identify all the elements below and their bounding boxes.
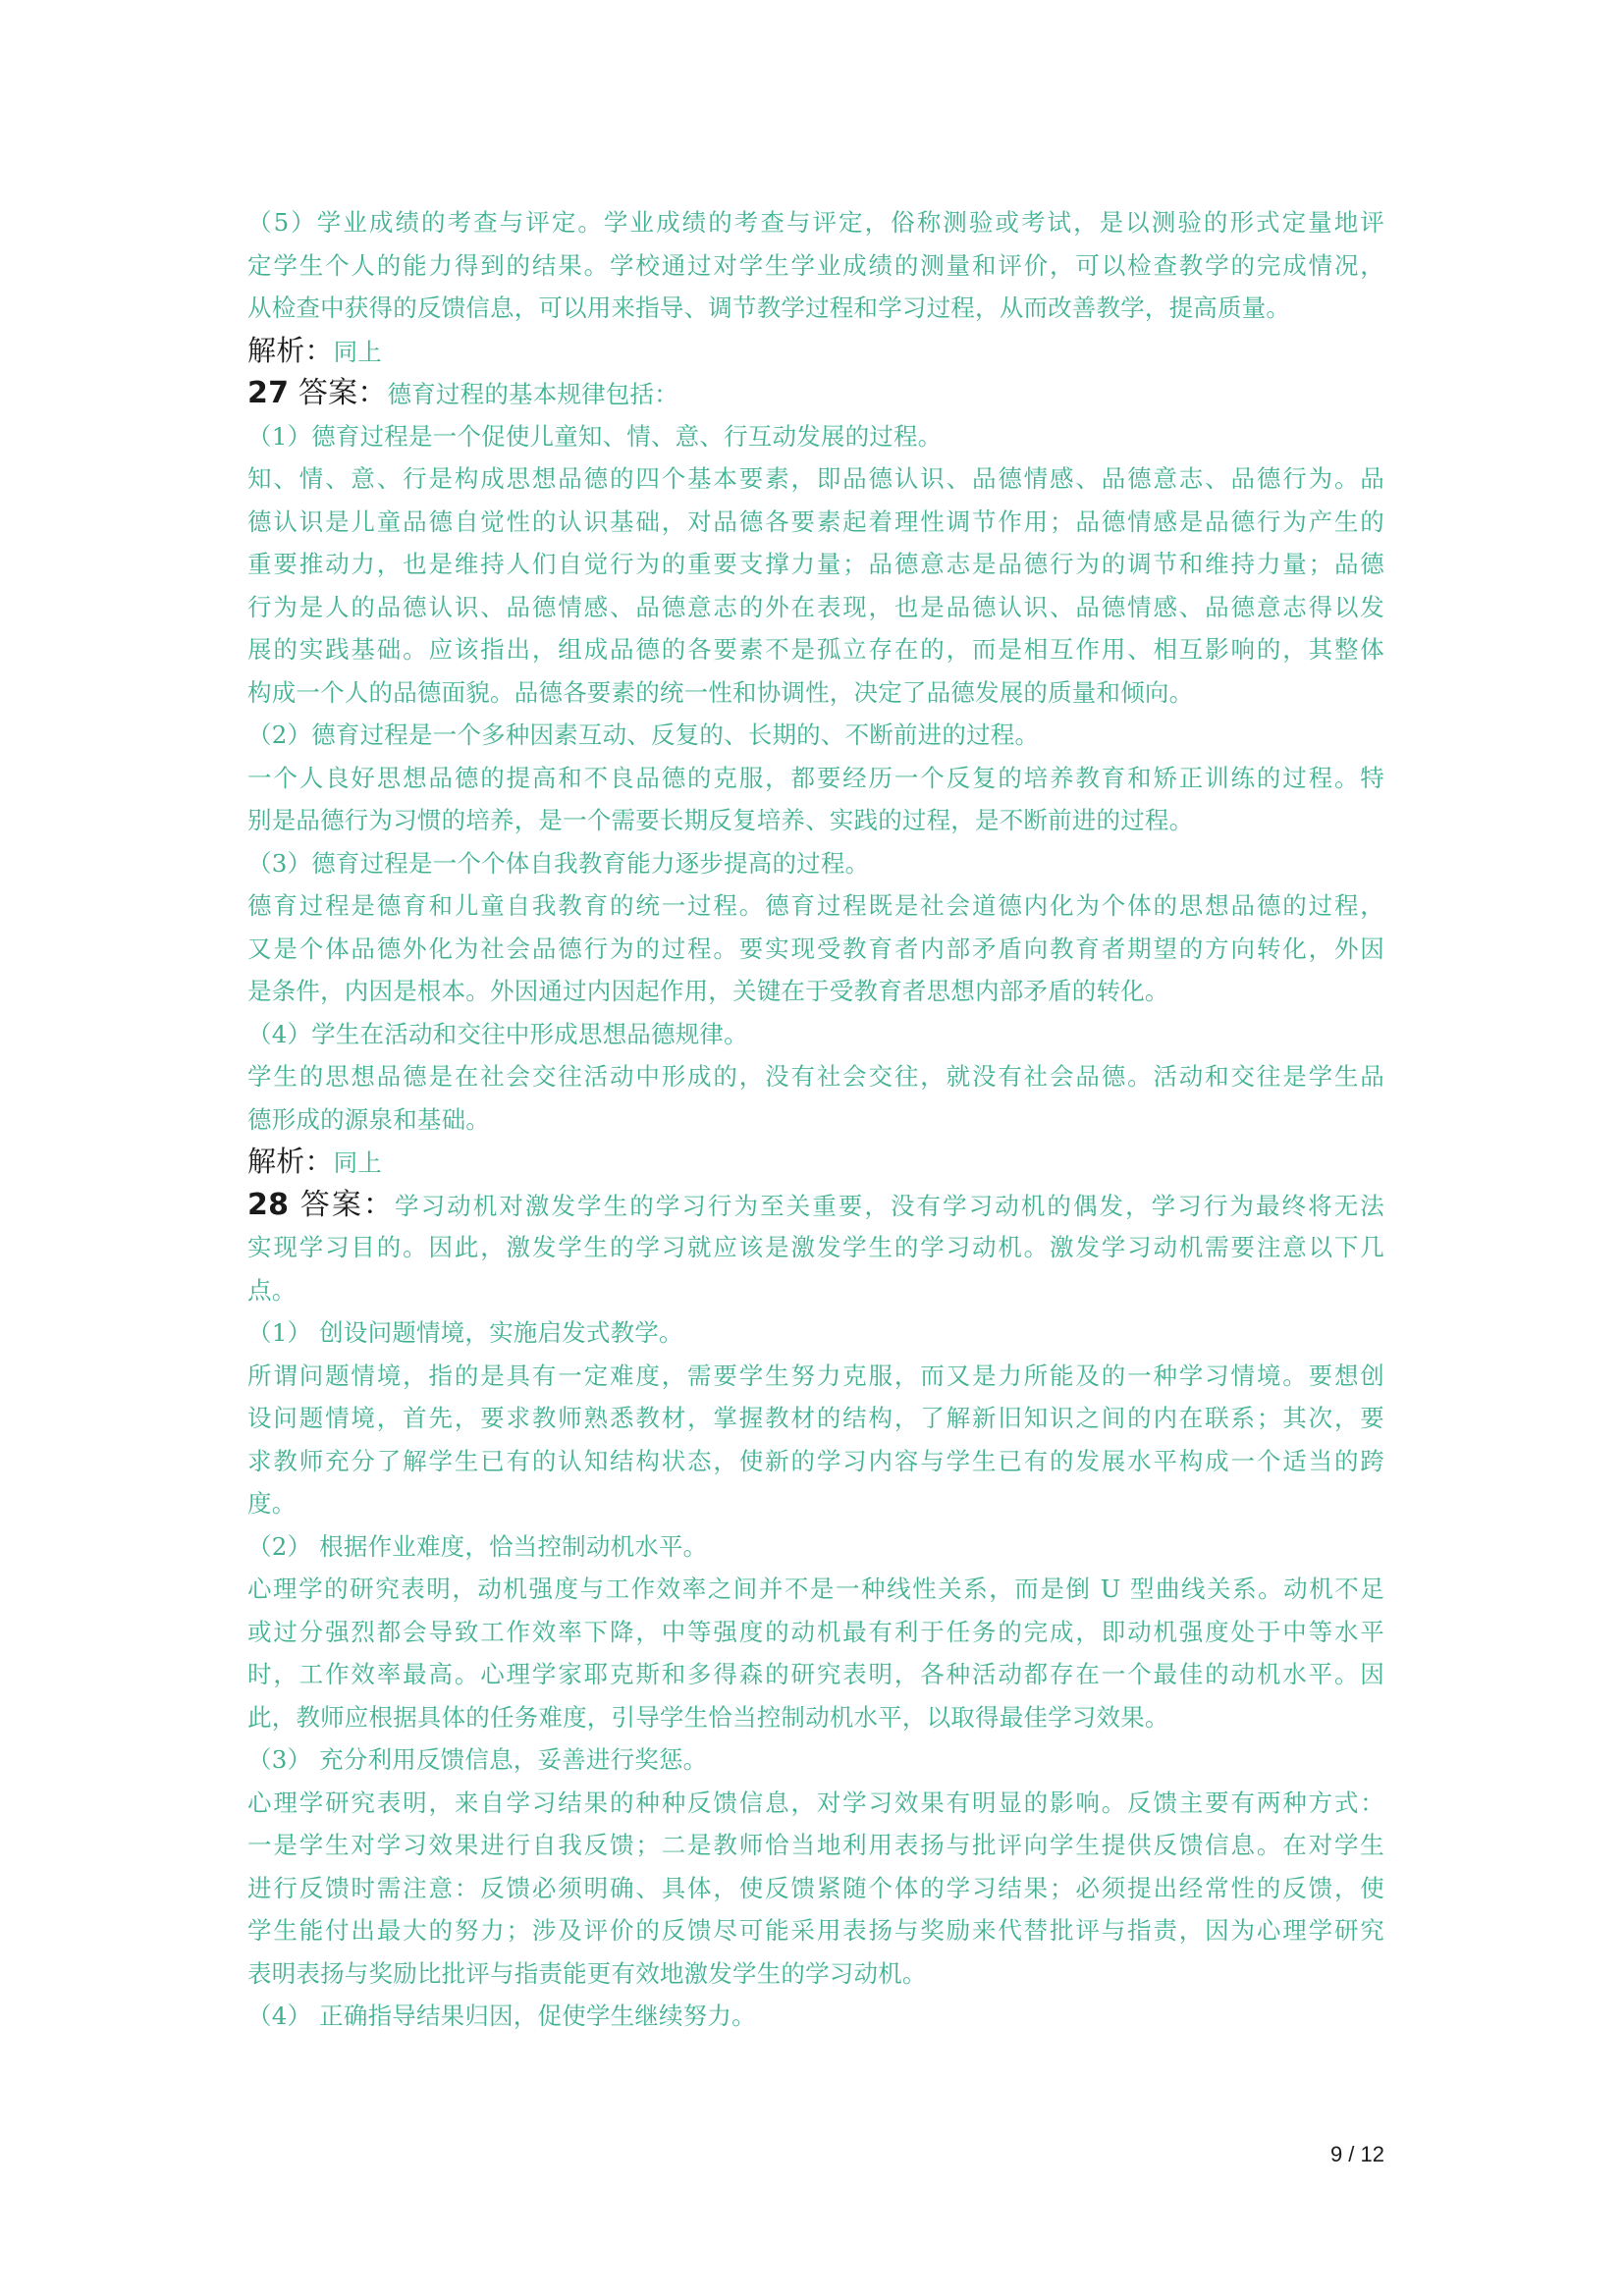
- text-line: 别是品德行为习惯的培养，是一个需要长期反复培养、实践的过程，是不断前进的过程。: [247, 806, 1194, 834]
- q27-label: [247, 376, 388, 410]
- text-line: 或过分强烈都会导致工作效率下降，中等强度的动机最有利于任务的完成，即动机强度处于中等水平: [247, 1617, 1384, 1646]
- text-line: （2） 根据作业难度，恰当控制动机水平。: [247, 1531, 708, 1561]
- text-line: 进行反馈时需注意：反馈必须明确、具体，使反馈紧随个体的学习结果；必须提出经常性的反馈，使: [247, 1873, 1384, 1902]
- text-line: 德育过程是德育和儿童自我教育的统一过程。德育过程既是社会道德内化为个体的思想品德的过程，: [247, 891, 1384, 920]
- text-line: （5）学业成绩的考查与评定。学业成绩的考查与评定，俗称测验或考试，是以测验的形式定量地评: [247, 208, 1384, 237]
- text-line: （1） 创设问题情境，实施启发式教学。: [247, 1318, 683, 1347]
- text-line: 展的实践基础。应该指出，组成品德的各要素不是孤立存在的，而是相互作用、相互影响的，其整体: [247, 635, 1384, 664]
- q27-header: [247, 372, 1384, 415]
- text-line: 重要推动力，也是维持人们自觉行为的重要支撑力量；品德意志是品德行为的调节和维持力量；品德: [247, 550, 1384, 578]
- text-line: 学生能付出最大的努力；涉及评价的反馈尽可能采用表扬与奖励来代替批评与指责，因为心理学研究: [247, 1916, 1384, 1945]
- text-line: 德形成的源泉和基础。: [247, 1104, 490, 1134]
- text-line: 实现学习目的。因此，激发学生的学习就应该是激发学生的学习动机。激发学习动机需要注意以下几: [247, 1233, 1384, 1261]
- analysis-label: 解析：: [247, 1145, 334, 1178]
- analysis-row-1: [247, 330, 1384, 373]
- text-line: （1）德育过程是一个促使儿童知、情、意、行互动发展的过程。: [247, 421, 943, 451]
- text-line: （3）德育过程是一个个体自我教育能力逐步提高的过程。: [247, 848, 870, 878]
- q28-label: [247, 1188, 395, 1222]
- text-line: 学生的思想品德是在社会交往活动中形成的，没有社会交往，就没有社会品德。活动和交往是学生品: [247, 1062, 1384, 1091]
- analysis-text: 同上: [333, 1148, 383, 1177]
- q28-answer-body: [247, 1226, 1384, 2038]
- text-line: 所谓问题情境，指的是具有一定难度，需要学生努力克服，而又是力所能及的一种学习情境。要想创: [247, 1361, 1384, 1390]
- text-line: （4） 正确指导结果归因，促使学生继续努力。: [247, 2002, 756, 2030]
- q28-answer-label: 答案：: [299, 1187, 396, 1222]
- q27-answer-body: [247, 415, 1384, 1142]
- analysis-row-2: [247, 1141, 1384, 1184]
- text-line: 是条件，内因是根本。外因通过内因起作用，关键在于受教育者思想内部矛盾的转化。: [247, 977, 1169, 1005]
- block1-paragraph: [247, 201, 1384, 330]
- q28-header: [247, 1184, 1384, 1227]
- text-line: 知、情、意、行是构成思想品德的四个基本要素，即品德认识、品德情感、品德意志、品德行为。品: [247, 464, 1384, 493]
- text-line: 表明表扬与奖励比批评与指责能更有效地激发学生的学习动机。: [247, 1958, 927, 1988]
- text-line: 又是个体品德外化为社会品德行为的过程。要实现受教育者内部矛盾向教育者期望的方向转化，外因: [247, 934, 1384, 963]
- text-line: 此，教师应根据具体的任务难度，引导学生恰当控制动机水平，以取得最佳学习效果。: [247, 1702, 1169, 1732]
- text-line: 设问题情境，首先，要求教师熟悉教材，掌握教材的结构，了解新旧知识之间的内在联系；其次，要: [247, 1404, 1384, 1432]
- text-line: 求教师充分了解学生已有的认知结构状态，使新的学习内容与学生已有的发展水平构成一个适当的跨: [247, 1446, 1384, 1475]
- text-line: 德认识是儿童品德自觉性的认识基础，对品德各要素起着理性调节作用；品德情感是品德行为产生的: [247, 507, 1384, 536]
- q28-intro: 学习动机对激发学生的学习行为至关重要，没有学习动机的偶发，学习行为最终将无法: [395, 1191, 1384, 1220]
- text-line: 点。: [247, 1275, 297, 1305]
- text-line: 定学生个人的能力得到的结果。学校通过对学生学业成绩的测量和评价，可以检查教学的完成情况，: [247, 250, 1384, 280]
- q27-intro: 德育过程的基本规律包括：: [387, 380, 678, 408]
- page-number: 9 / 12: [1329, 2142, 1384, 2166]
- text-line: 心理学研究表明，来自学习结果的种种反馈信息，对学习效果有明显的影响。反馈主要有两种方式：: [247, 1788, 1384, 1817]
- text-line: 构成一个人的品德面貌。品德各要素的统一性和协调性，决定了品德发展的质量和倾向。: [247, 677, 1194, 707]
- q27-number: 27: [247, 376, 290, 410]
- text-line: 心理学的研究表明，动机强度与工作效率之间并不是一种线性关系，而是倒 U 型曲线关系。动机不足: [247, 1575, 1384, 1603]
- q28-number: 28: [247, 1187, 290, 1222]
- text-line: （3） 充分利用反馈信息，妥善进行奖惩。: [247, 1745, 708, 1774]
- text-line: 一个人良好思想品德的提高和不良品德的克服，都要经历一个反复的培养教育和矫正训练的过程。特: [247, 763, 1384, 792]
- analysis-text: 同上: [333, 337, 383, 366]
- analysis-label: 解析：: [247, 333, 334, 367]
- text-line: 度。: [247, 1489, 297, 1518]
- text-line: 行为是人的品德认识、品德情感、品德意志的外在表现，也是品德认识、品德情感、品德意志得以发: [247, 592, 1384, 621]
- text-line: 从检查中获得的反馈信息，可以用来指导、调节教学过程和学习过程，从而改善教学，提高质量。: [247, 294, 1291, 322]
- text-line: 时，工作效率最高。心理学家耶克斯和多得森的研究表明，各种活动都存在一个最佳的动机水平。因: [247, 1660, 1384, 1688]
- page-content: [247, 201, 1384, 2038]
- q27-answer-label: 答案：: [298, 376, 388, 410]
- text-line: （4）学生在活动和交往中形成思想品德规律。: [247, 1019, 748, 1048]
- text-line: （2）德育过程是一个多种因素互动、反复的、长期的、不断前进的过程。: [247, 721, 1040, 749]
- text-line: 一是学生对学习效果进行自我反馈；二是教师恰当地利用表扬与批评向学生提供反馈信息。在对学生: [247, 1831, 1384, 1859]
